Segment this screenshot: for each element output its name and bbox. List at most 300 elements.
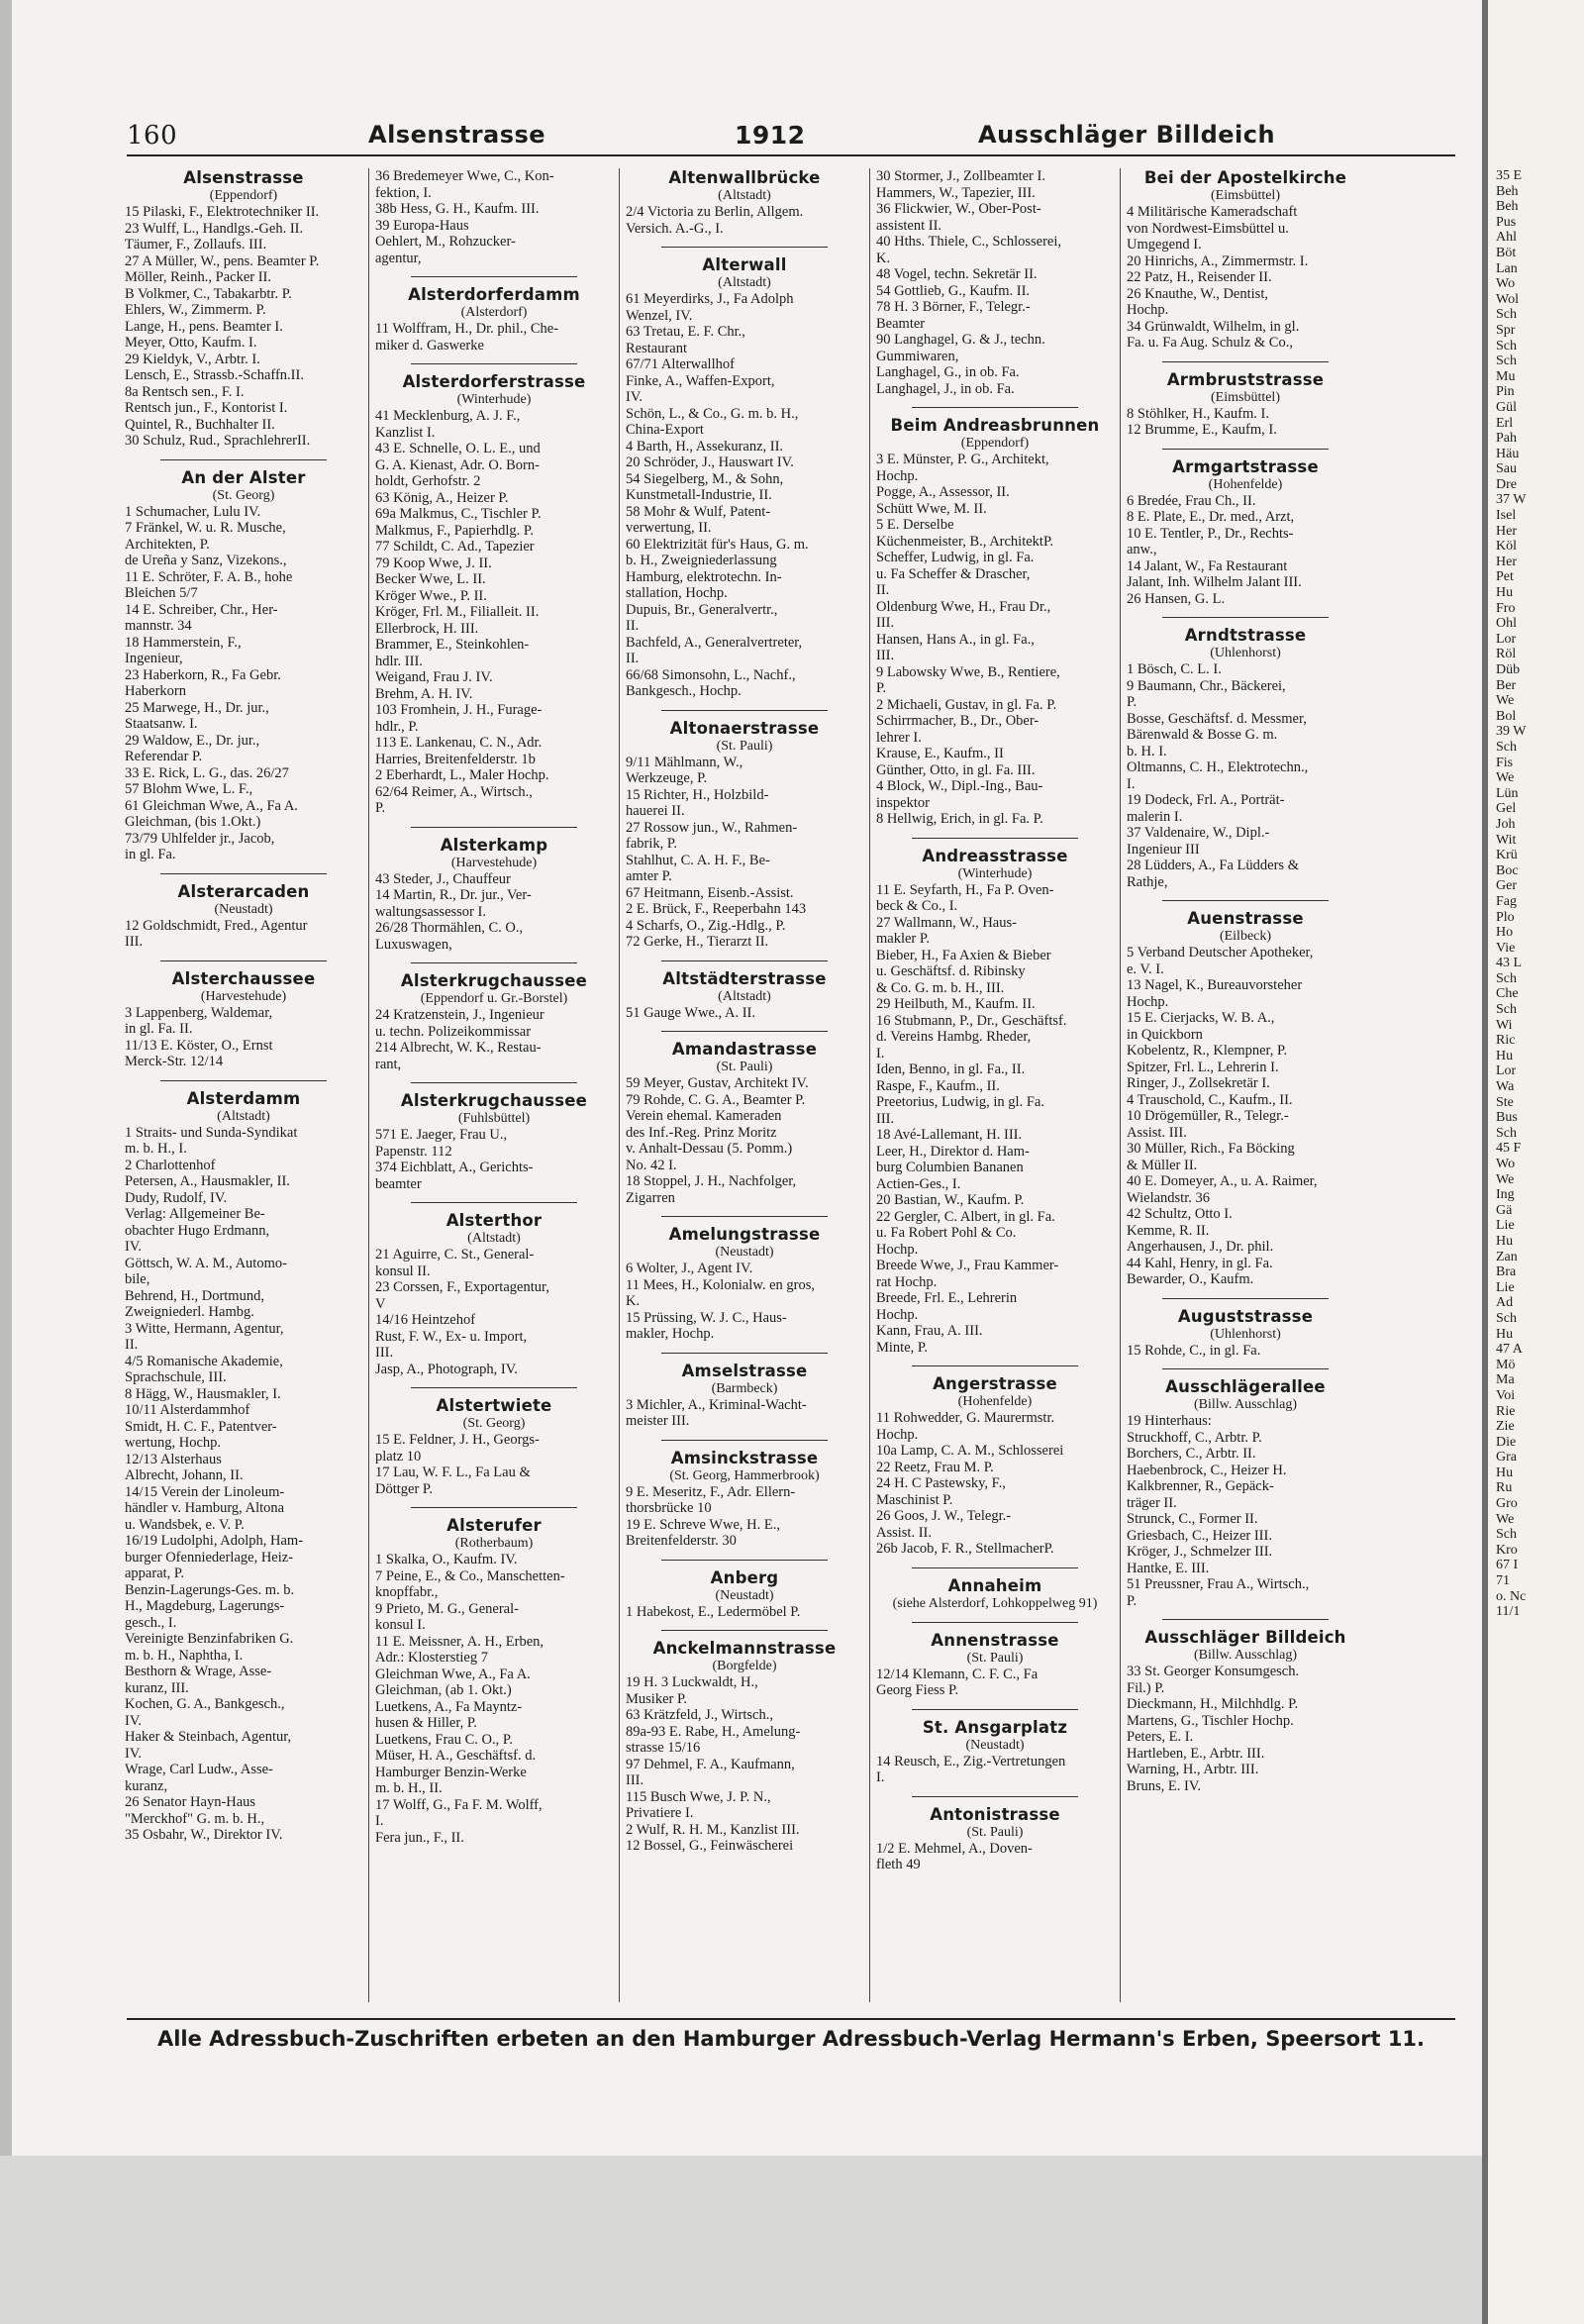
address-entry: Langhagel, J., in ob. Fa.: [876, 380, 1015, 397]
next-page-fragment: Mu: [1496, 368, 1516, 384]
street-district: (Neustadt): [715, 1587, 774, 1603]
address-entry: 9 Prieto, M. G., General-: [375, 1600, 519, 1617]
street-section: [375, 168, 613, 266]
address-entry: Assist. II.: [876, 1524, 932, 1541]
street-section: [876, 1631, 1114, 1699]
address-entry: 73/79 Uhlfelder jr., Jacob,: [125, 830, 275, 847]
next-page-fragment: 43 L: [1496, 956, 1523, 971]
address-entry: 2 Michaeli, Gustav, in gl. Fa. P.: [876, 696, 1057, 713]
street-name: Auenstrasse: [1187, 909, 1304, 928]
section-divider: [912, 1709, 1078, 1710]
address-entry: Schön, L., & Co., G. m. b. H.,: [626, 405, 799, 422]
next-page-fragment: 11/1: [1496, 1604, 1521, 1620]
next-page-fragment: We: [1496, 1171, 1515, 1187]
next-page-fragment: Beh: [1496, 199, 1519, 215]
street-section: [375, 836, 613, 954]
address-entry: 16 Stubmann, P., Dr., Geschäftsf.: [876, 1012, 1067, 1029]
address-entry: 30 Müller, Rich., Fa Böcking: [1127, 1141, 1295, 1157]
address-entry: 12/14 Klemann, C. F. C., Fa: [876, 1666, 1039, 1682]
next-page-fragment: Sch: [1496, 1125, 1517, 1141]
next-page-fragment: Röl: [1496, 647, 1517, 662]
address-entry: Jalant, Inh. Wilhelm Jalant III.: [1127, 574, 1302, 590]
address-entry: 11 E. Meissner, A. H., Erben,: [375, 1633, 544, 1650]
address-entry: Restaurant: [626, 340, 688, 356]
section-divider: [661, 1560, 828, 1561]
next-page-fragment: Joh: [1496, 816, 1516, 832]
address-entry: Referendar P.: [125, 749, 203, 764]
address-entry: kuranz,: [125, 1777, 168, 1794]
address-entry: 27 Rossow jun., W., Rahmen-: [626, 819, 798, 836]
section-divider: [411, 276, 577, 277]
address-entry: 27 Wallmann, W., Haus-: [876, 914, 1017, 931]
address-entry: Adr.: Klosterstieg 7: [375, 1650, 488, 1666]
address-entry: 43 Steder, J., Chauffeur: [375, 870, 511, 887]
address-entry: 11 E. Seyfarth, H., Fa P. Oven-: [876, 881, 1054, 898]
section-divider: [160, 459, 327, 460]
address-entry: Georg Fiess P.: [876, 1682, 959, 1698]
next-page-fragment: Her: [1496, 554, 1517, 569]
address-entry: Luetkens, Frau C. O., P.: [375, 1731, 513, 1748]
section-divider: [661, 960, 828, 961]
address-entry: Oltmanns, C. H., Elektrotechn.,: [1127, 759, 1309, 775]
address-entry: fektion, I.: [375, 184, 432, 201]
address-entry: 7 Fränkel, W. u. R. Musche,: [125, 520, 286, 536]
address-entry: B Volkmer, C., Tabakarbtr. P.: [125, 285, 292, 302]
address-entry: Benzin-Lagerungs-Ges. m. b.: [125, 1581, 295, 1598]
section-divider: [411, 962, 577, 963]
address-entry: Jasp, A., Photograph, IV.: [375, 1361, 518, 1377]
address-entry: Haebenbrock, C., Heizer H.: [1127, 1462, 1287, 1478]
address-entry: 29 Waldow, E., Dr. jur.,: [125, 732, 260, 749]
address-entry: 12 Brumme, E., Kaufm, I.: [1127, 422, 1277, 438]
address-entry: 66/68 Simonsohn, L., Nachf.,: [626, 666, 796, 683]
address-entry: 6 Bredée, Frau Ch., II.: [1127, 492, 1256, 509]
address-entry: 54 Gottlieb, G., Kaufm. II.: [876, 282, 1031, 299]
street-district: (Altstadt): [718, 188, 771, 203]
address-entry: 48 Vogel, techn. Sekretär II.: [876, 266, 1038, 282]
section-divider: [1162, 1619, 1329, 1620]
section-divider: [1162, 1368, 1329, 1369]
section-divider: [912, 1365, 1078, 1366]
address-entry: K.: [626, 1293, 641, 1309]
address-entry: m. b. H., II.: [375, 1780, 443, 1796]
next-page-fragment: Voi: [1496, 1387, 1516, 1403]
address-entry: Beamter: [876, 315, 926, 332]
address-entry: II.: [626, 618, 640, 634]
address-entry: P.: [876, 680, 887, 696]
next-page-fragment: Plo: [1496, 909, 1515, 925]
street-district: (Rotherbaum): [454, 1536, 534, 1551]
street-district: (Altstadt): [467, 1231, 521, 1246]
street-section: [626, 719, 863, 951]
address-entry: husen & Hiller, P.: [375, 1715, 477, 1731]
street-section: [626, 1040, 863, 1206]
next-page-fragment: Her: [1496, 523, 1517, 539]
address-entry: Hamburger Benzin-Werke: [375, 1764, 527, 1780]
address-entry: Breede, Frl. E., Lehrerin: [876, 1290, 1018, 1306]
address-entry: Kemme, R. II.: [1127, 1222, 1210, 1239]
address-entry: No. 42 I.: [626, 1157, 677, 1173]
address-entry: China-Export: [626, 422, 704, 438]
address-entry: Becker Wwe, L. II.: [375, 571, 486, 587]
next-page-fragment: Wit: [1496, 832, 1517, 848]
street-name: Amandastrasse: [671, 1040, 818, 1059]
address-entry: Bankgesch., Hochp.: [626, 683, 742, 699]
street-name: Alsterchaussee: [171, 968, 316, 988]
address-entry: 40 E. Domeyer, A., u. A. Raimer,: [1127, 1173, 1318, 1189]
next-page-fragment: 35 E: [1496, 168, 1523, 183]
next-page-fragment: Lie: [1496, 1218, 1515, 1234]
section-divider: [661, 1440, 828, 1441]
address-entry: II.: [125, 1337, 139, 1353]
next-page-fragment: Gra: [1496, 1450, 1517, 1465]
directory-column: [1121, 168, 1370, 2002]
address-entry: Minte, P.: [876, 1339, 928, 1356]
address-entry: Bleichen 5/7: [125, 585, 198, 601]
address-entry: 79 Koop Wwe, J. II.: [375, 555, 492, 571]
address-entry: Pogge, A., Assessor, II.: [876, 484, 1010, 500]
next-page-fragment: Köl: [1496, 539, 1517, 555]
street-name: St. Ansgarplatz: [922, 1717, 1068, 1737]
address-entry: u. Fa Scheffer & Drascher,: [876, 565, 1031, 582]
street-district: (siehe Alsterdorf, Lohkoppelweg 91): [892, 1595, 1098, 1611]
section-divider: [912, 1796, 1078, 1797]
address-entry: Luxuswagen,: [375, 936, 452, 953]
address-entry: III.: [876, 1110, 895, 1127]
address-entry: 3 Witte, Hermann, Agentur,: [125, 1320, 284, 1337]
next-page-fragment: We: [1496, 693, 1515, 709]
address-entry: 41 Mecklenburg, A. J. F.,: [375, 408, 521, 424]
street-name: Antonistrasse: [930, 1804, 1060, 1824]
address-entry: Verein ehemal. Kameraden: [626, 1108, 782, 1124]
next-page-fragment: Ber: [1496, 677, 1517, 693]
street-district: (St. Georg): [462, 1416, 526, 1431]
address-entry: G. A. Kienast, Adr. O. Born-: [375, 456, 540, 473]
address-entry: 571 E. Jaeger, Frau U.,: [375, 1127, 508, 1143]
address-entry: Rentsch jun., F., Kontorist I.: [125, 400, 288, 416]
street-name: Bei der Apostelkirche: [1143, 168, 1347, 187]
street-district: (Billw. Ausschlag): [1193, 1397, 1298, 1412]
street-district: (Alsterdorf): [460, 305, 528, 320]
address-entry: 10/11 Alsterdammhof: [125, 1402, 250, 1418]
address-entry: P.: [1127, 1592, 1138, 1609]
address-entry: 8 Hägg, W., Hausmakler, I.: [125, 1385, 281, 1402]
street-name: Alsterdorferstrasse: [402, 372, 586, 391]
section-divider: [160, 1080, 327, 1081]
address-entry: 10 Drögemüller, R., Telegr.-: [1127, 1108, 1289, 1124]
address-entry: Bruns, E. IV.: [1127, 1777, 1202, 1794]
address-entry: Fa. u. Fa Aug. Schulz & Co.,: [1127, 335, 1293, 351]
next-page-fragment: Bus: [1496, 1110, 1518, 1126]
address-entry: 12 Bossel, G., Feinwäscherei: [626, 1838, 794, 1854]
address-entry: Preetorius, Ludwig, in gl. Fa.: [876, 1094, 1044, 1110]
header-left-street: Alsenstrasse: [368, 121, 546, 149]
page-header: [127, 119, 1455, 156]
street-district: (St. Pauli): [966, 1650, 1024, 1666]
address-entry: Haker & Steinbach, Agentur,: [125, 1729, 292, 1745]
next-page-fragment: Mö: [1496, 1357, 1516, 1372]
address-entry: Papenstr. 112: [375, 1143, 452, 1160]
address-entry: I.: [876, 1045, 885, 1061]
street-district: (Harvestehude): [200, 988, 287, 1004]
next-page-fragment: 71: [1496, 1573, 1510, 1589]
street-name: Alsenstrasse: [183, 168, 304, 187]
address-entry: Kalkbrenner, R., Gepäck-: [1127, 1478, 1274, 1494]
address-entry: 214 Albrecht, W. K., Restau-: [375, 1040, 542, 1056]
section-divider: [661, 1031, 828, 1032]
address-entry: Lange, H., pens. Beamter I.: [125, 318, 283, 335]
next-page-fragment: Ing: [1496, 1187, 1515, 1203]
address-entry: 60 Elektrizität für's Haus, G. m.: [626, 536, 809, 553]
address-entry: Müser, H. A., Geschäftsf. d.: [375, 1748, 537, 1764]
address-entry: 6 Wolter, J., Agent IV.: [626, 1261, 753, 1276]
street-name: Altenwallbrücke: [668, 168, 821, 187]
address-entry: Rust, F. W., Ex- u. Import,: [375, 1328, 528, 1345]
address-entry: b. H. I.: [1127, 743, 1167, 759]
address-entry: Breitenfelderstr. 30: [626, 1533, 737, 1549]
address-entry: 20 Schröder, J., Hauswart IV.: [626, 455, 794, 470]
street-name: Ausschläger Billdeich: [1144, 1628, 1346, 1647]
address-entry: apparat, P.: [125, 1566, 184, 1581]
address-entry: e. V. I.: [1127, 960, 1164, 977]
address-entry: holdt, Gerhofstr. 2: [375, 473, 481, 489]
address-entry: beck & Co., I.: [876, 898, 958, 914]
next-page-fragment: Sch: [1496, 354, 1517, 369]
address-entry: fleth 49: [876, 1857, 921, 1872]
address-entry: 1 Straits- und Sunda-Syndikat: [125, 1124, 298, 1141]
address-entry: Gleichman, (ab 1. Okt.): [375, 1682, 512, 1698]
address-entry: Griesbach, C., Heizer III.: [1127, 1527, 1272, 1544]
address-entry: 20 Bastian, W., Kaufm. P.: [876, 1192, 1025, 1208]
section-divider: [411, 1507, 577, 1508]
address-entry: 1 Skalka, O., Kaufm. IV.: [375, 1552, 518, 1567]
address-entry: u. techn. Polizeikommissar: [375, 1023, 532, 1040]
street-district: (Uhlenhorst): [1210, 1326, 1281, 1342]
address-entry: 15 Richter, H., Holzbild-: [626, 786, 769, 803]
street-section: [876, 168, 1114, 397]
next-page-fragment: Dre: [1496, 476, 1517, 492]
address-entry: II.: [626, 651, 640, 666]
address-entry: 79 Rohde, C. G. A., Beamter P.: [626, 1091, 806, 1108]
next-page-fragment: Che: [1496, 986, 1519, 1002]
street-section: [876, 1805, 1114, 1873]
street-name: Amsinckstrasse: [670, 1448, 819, 1467]
next-page-fragment: Sch: [1496, 739, 1517, 755]
address-entry: Oldenburg Wwe, H., Frau Dr.,: [876, 598, 1051, 615]
street-district: (St. Pauli): [716, 1060, 773, 1074]
next-page-fragment: Sch: [1496, 338, 1517, 354]
street-section: [125, 168, 362, 450]
section-divider: [912, 1622, 1078, 1623]
address-entry: 63 Tretau, E. F. Chr.,: [626, 324, 745, 340]
address-entry: agentur,: [375, 250, 422, 266]
address-entry: 67/71 Alterwallhof: [626, 356, 735, 372]
section-divider: [411, 1082, 577, 1083]
address-entry: Gleichman, (bis 1.Okt.): [125, 814, 261, 830]
address-entry: Peters, E. I.: [1127, 1729, 1194, 1745]
address-entry: & Co. G. m. b. H., III.: [876, 979, 1005, 996]
next-page-fragment: 47 A: [1496, 1342, 1523, 1358]
address-entry: P.: [375, 800, 386, 816]
address-entry: H., Magdeburg, Lagerungs-: [125, 1598, 285, 1614]
address-entry: Raspe, F., Kaufm., II.: [876, 1077, 1000, 1094]
address-entry: 15 Prüssing, W. J. C., Haus-: [626, 1309, 787, 1326]
address-entry: Stahlhut, C. A. H. F., Be-: [626, 852, 770, 868]
street-name: Angerstrasse: [933, 1374, 1057, 1393]
address-entry: Hochp.: [876, 467, 919, 484]
next-page-fragment: Krü: [1496, 848, 1518, 863]
next-page-fragment: Spr: [1496, 322, 1516, 338]
address-entry: Brehm, A. H. IV.: [375, 685, 473, 702]
street-name: Ausschlägerallee: [1165, 1377, 1326, 1396]
street-section: [626, 168, 863, 237]
address-entry: 9 Baumann, Chr., Bäckerei,: [1127, 677, 1286, 694]
next-page-fragment: Zan: [1496, 1249, 1518, 1264]
next-page-fragment: Ahl: [1496, 230, 1517, 246]
street-district: (Eppendorf): [960, 436, 1030, 451]
address-entry: 2 E. Brück, F., Reeperbahn 143: [626, 901, 807, 917]
address-entry: beamter: [375, 1175, 422, 1192]
address-entry: Göttsch, W. A. M., Automo-: [125, 1255, 287, 1271]
next-page-fragment: Wo: [1496, 1157, 1516, 1171]
address-entry: Schütt Wwe, M. II.: [876, 500, 987, 517]
next-page-fragment: We: [1496, 770, 1515, 786]
address-entry: III.: [626, 1772, 644, 1788]
address-entry: Bosse, Geschäftsf. d. Messmer,: [1127, 710, 1307, 727]
address-entry: u. Wandsbek, e. V. P.: [125, 1516, 245, 1533]
address-entry: 11 Mees, H., Kolonialw. en gros,: [626, 1276, 816, 1293]
address-entry: 2 Eberhardt, L., Maler Hochp.: [375, 767, 549, 783]
address-entry: Weigand, Frau J. IV.: [375, 669, 493, 685]
address-entry: 8 Hellwig, Erich, in gl. Fa. P.: [876, 811, 1043, 827]
street-district: (Eppendorf): [209, 188, 278, 203]
address-entry: Hamburg, elektrotechn. In-: [626, 568, 782, 585]
address-entry: 35 Osbahr, W., Direktor IV.: [125, 1827, 283, 1843]
street-section: [375, 971, 613, 1072]
section-divider: [661, 1630, 828, 1631]
address-entry: stallation, Hochp.: [626, 585, 728, 601]
address-entry: 115 Busch Wwe, J. P. N.,: [626, 1788, 771, 1805]
address-entry: 3 E. Münster, P. G., Architekt,: [876, 452, 1049, 467]
address-entry: assistent II.: [876, 217, 942, 234]
address-entry: Gleichman Wwe, A., Fa A.: [375, 1666, 531, 1682]
address-entry: IV.: [125, 1745, 143, 1762]
address-entry: Langhagel, G., in ob. Fa.: [876, 364, 1020, 380]
street-section: [626, 1362, 863, 1430]
address-entry: 26 Knauthe, W., Dentist,: [1127, 285, 1268, 302]
street-name: Altonaerstrasse: [669, 718, 820, 738]
address-entry: P.: [1127, 694, 1138, 710]
address-entry: 63 Krätzfeld, J., Wirtsch.,: [626, 1707, 773, 1723]
street-section: [125, 1089, 362, 1844]
address-entry: 15 E. Feldner, J. H., Georgs-: [375, 1432, 540, 1448]
next-page-fragment: Böt: [1496, 245, 1517, 260]
address-entry: V: [375, 1295, 386, 1312]
section-divider: [411, 1387, 577, 1388]
street-district: (St. Pauli): [966, 1824, 1024, 1840]
address-entry: 103 Fromhein, J. H., Furage-: [375, 702, 543, 718]
address-entry: träger II.: [1127, 1494, 1177, 1511]
address-entry: 61 Gleichman Wwe, A., Fa A.: [125, 797, 298, 814]
street-section: [375, 1211, 613, 1377]
address-entry: 10a Lamp, C. A. M., Schlosserei: [876, 1443, 1064, 1459]
next-page-fragment: Pah: [1496, 431, 1517, 447]
next-page-fragment: Bol: [1496, 708, 1517, 724]
address-entry: Verlag: Allgemeiner Be-: [125, 1206, 265, 1222]
address-entry: Hammers, W., Tapezier, III.: [876, 184, 1036, 201]
address-entry: III.: [375, 1345, 394, 1361]
address-entry: Bewarder, O., Kaufm.: [1127, 1271, 1254, 1287]
section-divider: [1162, 1298, 1329, 1299]
address-entry: 3 Michler, A., Kriminal-Wacht-: [626, 1396, 807, 1413]
directory-columns: [119, 168, 1460, 2002]
address-entry: Ehlers, W., Zimmerm. P.: [125, 302, 266, 318]
address-entry: Staatsanw. I.: [125, 716, 198, 732]
next-page-fragment: Lie: [1496, 1279, 1515, 1295]
address-entry: 11 Rohwedder, G. Maurermstr.: [876, 1410, 1055, 1426]
address-entry: hdlr., P.: [375, 718, 419, 735]
address-entry: 5 E. Derselbe: [876, 517, 954, 533]
next-page-fragment: Ger: [1496, 878, 1517, 894]
address-entry: 18 Hammerstein, F.,: [125, 634, 242, 651]
address-entry: Kröger, Frl. M., Filialleit. II.: [375, 604, 540, 620]
address-entry: 5 Verband Deutscher Apotheker,: [1127, 945, 1314, 960]
address-entry: Wielandstr. 36: [1127, 1189, 1210, 1206]
address-entry: strasse 15/16: [626, 1740, 701, 1756]
address-entry: Hochp.: [1127, 302, 1169, 318]
address-entry: 9/11 Mählmann, W.,: [626, 754, 743, 770]
next-page-edge: [1482, 0, 1584, 2324]
address-entry: miker d. Gaswerke: [375, 337, 484, 354]
address-entry: rant,: [375, 1056, 402, 1072]
address-entry: Martens, G., Tischler Hochp.: [1127, 1712, 1294, 1729]
address-entry: 18 Stoppel, J. H., Nachfolger,: [626, 1173, 797, 1189]
footer-notice: Alle Adressbuch-Zuschriften erbeten an den Hamburger Adressbuch-Verlag Hermann's Erben, Speersort 11.: [127, 2018, 1455, 2060]
address-entry: Actien-Ges., I.: [876, 1175, 961, 1192]
street-district: (Hohenfelde): [1208, 476, 1283, 492]
address-entry: Brammer, E., Steinkohlen-: [375, 637, 530, 653]
address-entry: Kröger Wwe., P. II.: [375, 587, 487, 604]
address-entry: 34 Grünwaldt, Wilhelm, in gl.: [1127, 318, 1300, 335]
street-section: [876, 1576, 1114, 1612]
address-entry: Dupuis, Br., Generalvertr.,: [626, 601, 778, 618]
address-entry: 14 E. Schreiber, Chr., Her-: [125, 601, 278, 618]
next-page-fragment: 37 W: [1496, 492, 1527, 508]
address-entry: 61 Meyerdirks, J., Fa Adolph: [626, 291, 794, 307]
address-entry: in gl. Fa.: [125, 847, 176, 862]
address-entry: 1 Bösch, C. L. I.: [1127, 661, 1222, 677]
address-entry: 54 Siegelberg, M., & Sohn,: [626, 470, 784, 487]
street-section: [375, 1396, 613, 1497]
address-entry: 78 H. 3 Börner, F., Telegr.-: [876, 299, 1031, 315]
next-page-fragment: 39 W: [1496, 724, 1527, 740]
section-divider: [411, 827, 577, 828]
street-section: [626, 1639, 863, 1855]
address-entry: Harries, Breitenfelderstr. 1b: [375, 751, 536, 767]
address-entry: 57 Blohm Wwe, L. F.,: [125, 781, 253, 797]
address-entry: 29 Heilbuth, M., Kaufm. II.: [876, 996, 1036, 1012]
address-entry: III.: [125, 934, 144, 950]
address-entry: 23 Wulff, L., Handlgs.-Geh. II.: [125, 220, 304, 237]
address-entry: Täumer, F., Zollaufs. III.: [125, 237, 267, 253]
next-page-fragment: Gül: [1496, 399, 1517, 415]
address-entry: 12 Goldschmidt, Fred., Agentur: [125, 917, 308, 934]
address-entry: 14 Reusch, E., Zig.-Vertretungen: [876, 1753, 1066, 1769]
address-entry: 67 Heitmann, Eisenb.-Assist.: [626, 884, 794, 901]
page-number: 160: [127, 121, 178, 151]
address-entry: 24 H. C Pastewsky, F.,: [876, 1475, 1006, 1491]
address-entry: in gl. Fa. II.: [125, 1021, 193, 1037]
